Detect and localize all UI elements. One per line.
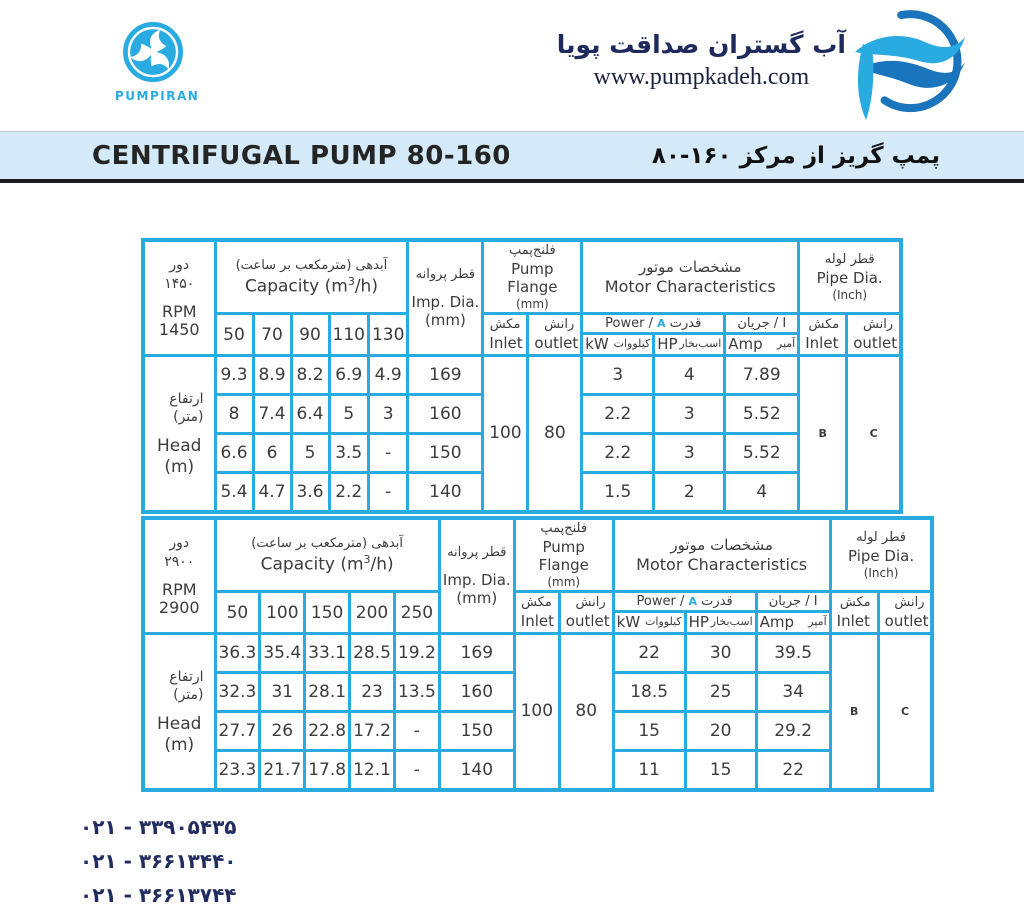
hp-value: 3 — [654, 434, 725, 473]
company-block — [557, 30, 846, 91]
capacity-label-en: Capacity $(m^3/h)$ — [244, 274, 378, 297]
amp-value: 5.52 — [725, 434, 799, 473]
capacity-col-header: 250 — [394, 592, 439, 634]
hp-value: 15 — [685, 751, 756, 790]
title-band — [0, 131, 1024, 183]
capacity-col-header: 70 — [253, 314, 291, 356]
pipe-inlet-header: مکش Inlet — [830, 592, 878, 634]
head-value: 3.5 — [329, 434, 368, 473]
motor-characteristics-header-cell — [582, 240, 799, 314]
phone-number: ۰۲۱ - ۳۶۶۱۳۷۴۴ — [80, 883, 237, 907]
impeller-unit: (mm) — [424, 311, 466, 330]
hp-value: 4 — [654, 356, 725, 395]
impeller-dia-header-cell — [408, 240, 483, 356]
impeller-unit: (mm) — [456, 589, 498, 608]
kw-value: 22 — [613, 634, 685, 673]
hp-value: 25 — [685, 673, 756, 712]
amp-value: 34 — [756, 673, 830, 712]
capacity-col-header: 100 — [260, 592, 305, 634]
kw-value: 2.2 — [582, 395, 654, 434]
pump-flange-header-cell — [514, 518, 613, 592]
pipe-unit: (Inch) — [863, 565, 899, 580]
kw-unit-header: kW کیلووات — [582, 334, 654, 356]
flange-inlet-value: 100 — [514, 634, 559, 790]
head-value: 9.3 — [215, 356, 253, 395]
pump-flange-header-cell — [483, 240, 582, 314]
company-name-fa: آب گستران صداقت پویا — [556, 30, 846, 59]
pumpiran-brand-text: PUMPIRAN — [115, 89, 200, 103]
pipe-inlet-value: B — [830, 634, 878, 790]
flange-unit: (mm) — [547, 575, 581, 590]
impeller-value: 150 — [439, 712, 514, 751]
capacity-header-cell — [215, 518, 439, 592]
pipe-outlet-header: رانش outlet — [847, 314, 901, 356]
pumpkadeh-logo — [847, 6, 975, 128]
pipe-unit: (Inch) — [832, 287, 868, 302]
motor-label-fa: مشخصات موتور — [670, 535, 773, 554]
impeller-label-fa: قطر پروانه — [415, 267, 476, 282]
pipe-label-fa: قطر لوله — [856, 530, 906, 546]
head-value: 5 — [291, 434, 329, 473]
head-value: 23.3 — [215, 751, 260, 790]
head-value: 8 — [215, 395, 253, 434]
flange-outlet-header: رانش outlet — [559, 592, 613, 634]
page-title-fa — [652, 143, 940, 169]
capacity-label-fa: آبدهی (مترمکعب بر ساعت) — [235, 258, 388, 274]
head-value: 21.7 — [260, 751, 305, 790]
head-value: 6 — [253, 434, 291, 473]
capacity-col-header: 90 — [291, 314, 329, 356]
head-value: 3.6 — [291, 473, 329, 512]
amp-value: 22 — [756, 751, 830, 790]
rpm-value-en: 1450 — [158, 320, 200, 340]
head-value: 33.1 — [305, 634, 350, 673]
hp-unit-header: HP اسب‌بخار — [654, 334, 725, 356]
hp-value: 30 — [685, 634, 756, 673]
head-value: 31 — [260, 673, 305, 712]
head-value: 27.7 — [215, 712, 260, 751]
spec-table-rpm-1450 — [141, 238, 903, 514]
capacity-col-header: 110 — [329, 314, 368, 356]
pipe-outlet-value: C — [847, 356, 901, 512]
head-value: 5.4 — [215, 473, 253, 512]
amp-value: 4 — [725, 473, 799, 512]
motor-label-fa: مشخصات موتور — [638, 257, 742, 276]
head-value: 17.2 — [350, 712, 395, 751]
pipe-inlet-header: مکش Inlet — [799, 314, 847, 356]
capacity-col-header: 130 — [368, 314, 407, 356]
rpm-value-fa: ۲۹۰۰ — [164, 554, 195, 571]
head-value: 6.6 — [215, 434, 253, 473]
head-value: 36.3 — [215, 634, 260, 673]
impeller-value: 150 — [408, 434, 483, 473]
phone-number: ۰۲۱ - ۳۳۹۰۵۴۳۵ — [80, 815, 237, 839]
rpm-header-cell — [143, 240, 215, 356]
motor-label-en: Motor Characteristics — [604, 277, 776, 297]
pipe-outlet-header: رانش outlet — [878, 592, 932, 634]
pipe-dia-header-cell — [830, 518, 932, 592]
capacity-label-fa: آبدهی (مترمکعب بر ساعت) — [251, 536, 403, 552]
pumpkadeh-wave-icon — [847, 6, 975, 124]
phone-number: ۰۲۱ - ۳۶۶۱۳۴۴۰ — [80, 849, 237, 873]
head-value: 19.2 — [394, 634, 439, 673]
phone-number-list — [80, 810, 237, 911]
pumpiran-swirl-icon — [123, 22, 183, 82]
kw-value: 15 — [613, 712, 685, 751]
amp-unit-header: Amp آمپر — [756, 612, 830, 634]
rpm-value-en: 2900 — [158, 598, 200, 618]
head-label-cell: ارتفاع (متر) Head (m) — [143, 634, 215, 790]
impeller-value: 140 — [439, 751, 514, 790]
head-value: - — [368, 473, 407, 512]
head-value: 6.4 — [291, 395, 329, 434]
head-value: - — [394, 751, 439, 790]
head-value: - — [368, 434, 407, 473]
head-label-cell: ارتفاع (متر) Head (m) — [143, 356, 215, 512]
page-title-fa-words: پمپ گریز از مرکز — [739, 142, 940, 169]
flange-label-en: Pump Flange — [538, 537, 589, 575]
flange-outlet-value: 80 — [559, 634, 613, 790]
kw-value: 3 — [582, 356, 654, 395]
impeller-value: 169 — [408, 356, 483, 395]
power-header: Power / A قدرت — [582, 314, 725, 334]
head-value: - — [394, 712, 439, 751]
rpm-label-fa: دور — [169, 535, 190, 552]
head-value: 32.3 — [215, 673, 260, 712]
rpm-label-en: RPM — [161, 302, 197, 322]
capacity-col-header: 150 — [305, 592, 350, 634]
impeller-dia-header-cell — [439, 518, 514, 634]
head-value: 6.9 — [329, 356, 368, 395]
hp-unit-header: HP اسب‌بخار — [685, 612, 756, 634]
head-value: 22.8 — [305, 712, 350, 751]
amp-value: 5.52 — [725, 395, 799, 434]
flange-outlet-header: رانش outlet — [528, 314, 582, 356]
impeller-value: 169 — [439, 634, 514, 673]
head-value: 3 — [368, 395, 407, 434]
flange-label-fa: فلنج‌پمپ — [508, 243, 556, 258]
capacity-label-en: Capacity $(m^3/h)$ — [260, 552, 394, 575]
kw-value: 1.5 — [582, 473, 654, 512]
impeller-value: 160 — [408, 395, 483, 434]
impeller-value: 160 — [439, 673, 514, 712]
motor-label-en: Motor Characteristics — [636, 555, 808, 575]
capacity-col-header: 50 — [215, 314, 253, 356]
head-value: 17.8 — [305, 751, 350, 790]
head-value: 12.1 — [350, 751, 395, 790]
kw-value: 18.5 — [613, 673, 685, 712]
page-title-fa-number: ۸۰-۱۶۰ — [651, 142, 732, 169]
impeller-value: 140 — [408, 473, 483, 512]
rpm-label-fa: دور — [169, 257, 190, 274]
head-value: 28.1 — [305, 673, 350, 712]
head-value: 2.2 — [329, 473, 368, 512]
pipe-outlet-value: C — [878, 634, 932, 790]
head-value: 8.9 — [253, 356, 291, 395]
kw-value: 11 — [613, 751, 685, 790]
head-value: 28.5 — [350, 634, 395, 673]
head-value: 13.5 — [394, 673, 439, 712]
head-value: 4.9 — [368, 356, 407, 395]
company-website: www.pumpkadeh.com — [593, 64, 810, 90]
rpm-label-en: RPM — [161, 580, 197, 600]
head-value: 35.4 — [260, 634, 305, 673]
head-value: 8.2 — [291, 356, 329, 395]
flange-inlet-header: مکش Inlet — [514, 592, 559, 634]
flange-label-fa: فلنج‌پمپ — [540, 521, 588, 536]
amp-value: 7.89 — [725, 356, 799, 395]
impeller-label-fa: قطر پروانه — [447, 545, 507, 560]
hp-value: 3 — [654, 395, 725, 434]
flange-label-en: Pump Flange — [507, 259, 558, 297]
pipe-inlet-value: B — [799, 356, 847, 512]
pipe-dia-header-cell — [799, 240, 901, 314]
flange-inlet-header: مکش Inlet — [483, 314, 528, 356]
head-value: 5 — [329, 395, 368, 434]
hp-value: 20 — [685, 712, 756, 751]
flange-outlet-value: 80 — [528, 356, 582, 512]
hp-value: 2 — [654, 473, 725, 512]
spec-table-rpm-2900 — [141, 516, 934, 792]
amp-value: 39.5 — [756, 634, 830, 673]
head-value: 4.7 — [253, 473, 291, 512]
power-header: Power / A قدرت — [613, 592, 756, 612]
flange-inlet-value: 100 — [483, 356, 528, 512]
amp-unit-header: Amp آمپر — [725, 334, 799, 356]
rpm-header-cell — [143, 518, 215, 634]
pumpiran-logo — [115, 22, 200, 103]
amp-value: 29.2 — [756, 712, 830, 751]
impeller-label-en: Imp. Dia. — [411, 292, 480, 311]
rpm-value-fa: ۱۴۵۰ — [164, 276, 195, 293]
current-header: جریان / I — [725, 314, 799, 334]
page-title-en: CENTRIFUGAL PUMP 80-160 — [92, 140, 511, 171]
head-value: 26 — [260, 712, 305, 751]
flange-unit: (mm) — [515, 297, 549, 312]
motor-characteristics-header-cell — [613, 518, 830, 592]
impeller-label-en: Imp. Dia. — [442, 570, 511, 589]
kw-unit-header: kW کیلووات — [613, 612, 685, 634]
kw-value: 2.2 — [582, 434, 654, 473]
capacity-header-cell — [215, 240, 408, 314]
pipe-label-en: Pipe Dia. — [848, 546, 915, 565]
capacity-col-header: 50 — [215, 592, 260, 634]
head-value: 23 — [350, 673, 395, 712]
head-value: 7.4 — [253, 395, 291, 434]
current-header: جریان / I — [756, 592, 830, 612]
capacity-col-header: 200 — [350, 592, 395, 634]
pipe-label-en: Pipe Dia. — [816, 268, 883, 287]
pipe-label-fa: قطر لوله — [824, 252, 875, 268]
